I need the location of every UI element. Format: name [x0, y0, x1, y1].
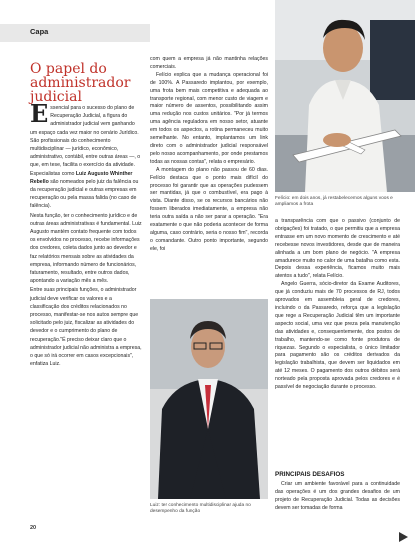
right-column-continued — [275, 481, 400, 513]
mid-paragraph-1: Felício explica que a mudança operacional foi de 100%. A Passaredo implantou, por exemplo, uma frota bem mais competitiva e adequada ao transporte regional, com menor custo de viagem e maior número de assentos, possibilitando assim uma redução nos custos unitários. "Por já termos uma agência reguladora em nosso setor, atuante em todos os aspectos, a rotina permaneceu muito semelhante. No entanto, implantamos um link direto com o administrador judicial responsável pelo nosso acompanhamento, por onde prestamos todas as nossas contas", relata o empresário. — [150, 71, 268, 165]
middle-column — [150, 56, 268, 254]
page-number: 20 — [30, 525, 37, 531]
p1-end: são nomeados pelo juiz da falência ou da recuperação judicial e outras empresas em recuperação ou pela massa falida (no caso de falência). — [30, 178, 139, 210]
paragraph-3: Entre suas principais funções, o administrador judicial deve verificar os valores e a classificação dos créditos relacionados no processo, manifestar-se nos autos sempre que solicitado pelo juiz, fiscalizar as atividades do devedor e o cumprimento do plano de recuperação."É preciso deixar claro que o administrador judicial não administra a empresa, o que só irá ocorrer em casos excepcionais", enfatiza Luiz. — [30, 287, 142, 368]
photo-felicio — [275, 0, 415, 192]
caption-luiz: Luiz: ter conhecimento multidisciplinar ajuda no desempenho da função — [150, 503, 251, 514]
paragraph-2: Nesta função, ter o conhecimento jurídico e de outras áreas administrativas é fundamental. Luiz Augusto mantém contato frequente com todos os envolvidos no processo, recebe informações dos credores, coleta dados junto ao devedor e faz relatórios mensais sobre as atividades da empresa, informando número de funcionários, faturamento, resultado, entre outros dados, apontando a variação mês a mês. — [30, 212, 142, 285]
p1-start: ssencial para o sucesso do plano de Recuperação Judicial, a figura do administrador judicial vem ganhando um espaço cada vez maior no cenário Jurídico. São profissionais do conhecimento multidisciplinar — jurídico, econômico, administrativo, contábil, entre outras áreas —, o que, em tese, facilita o exercício da atividade. Especialistas como — [30, 105, 141, 177]
drop-cap: E — [30, 99, 49, 128]
right2-paragraph: Criar um ambiente favorável para a continuidade das operações é um dos grandes desafios de um projeto de Recuperação Judicial. Todas as decisões devem ser tomadas de forma — [275, 481, 400, 511]
subheading-principais-desafios: PRINCIPAIS DESAFIOS — [275, 471, 345, 478]
article-title: O papel do administrador judicial — [30, 61, 131, 105]
section-tab — [0, 24, 150, 42]
left-column — [30, 99, 142, 370]
right-paragraph-1: Angelo Guerra, sócio-diretor da Exame Auditores, que já conduziu mais de 70 processos de RJ, todos aprovados em assembleia geral de credores, incluindo o da Passaredo, reforça que a legislação que rege a Recuperação Judicial têm um importante aspecto social, uma vez que preza pela manutenção das atividades e, consequentemente, dos postos de trabalho, mantendo-se como fonte produtora de riquezas. Segundo o especialista, o único limitador para pagamento são os créditos derivados da legislação trabalhista, que devem ser liquidados em até 12 meses. O pagamento dos outros débitos será norteado pela proposta aprovada pelos credores e é passível de negociação durante o processo. — [275, 281, 400, 391]
right-column — [275, 218, 400, 392]
mid-paragraph-2: A montagem do plano não passou de 60 dias. Felício destaca que o ponto mais difícil do processo foi garantir que as operações pudessem ser mantidas, já que o combustível, era pago à vista. Diante disso, se os recursos bancários não fossem liberados imediatamente, a empresa não teria outra saída a não ser parar a operação. "Era exatamente o que não poderia acontecer de forma alguma, caso contrário, seria o nosso fim", recorda o comandante. Outro ponto importante, segundo ele, foi — [150, 166, 268, 252]
section-label: Capa — [30, 27, 49, 36]
p1-name: Luiz Augusto Whinther Rebello — [30, 170, 133, 185]
paragraph-1 — [30, 99, 142, 211]
right-paragraph-0: a transparência com que o passivo (conjunto de obrigações) foi tratado, o que permitiu que a empresa entrasse em um novo momento de crescimento e até recebesse novos investidores, desde que de maneira alinhada a um bom plano de negócio. "A empresa amadurece muito no calor de uma batalha como esta. Depois dessa experiência, ficamos muito mais atentos a tudo", relata Felício. — [275, 218, 400, 280]
caption-felicio: Felício: em dois anos, já restabelecemos alguns voos e ampliamos a frota — [275, 196, 393, 207]
mid-paragraph-0: com quem a empresa já não mantinha relações comerciais. — [150, 56, 268, 70]
photo-luiz — [150, 299, 268, 499]
next-arrow-icon — [399, 532, 408, 542]
